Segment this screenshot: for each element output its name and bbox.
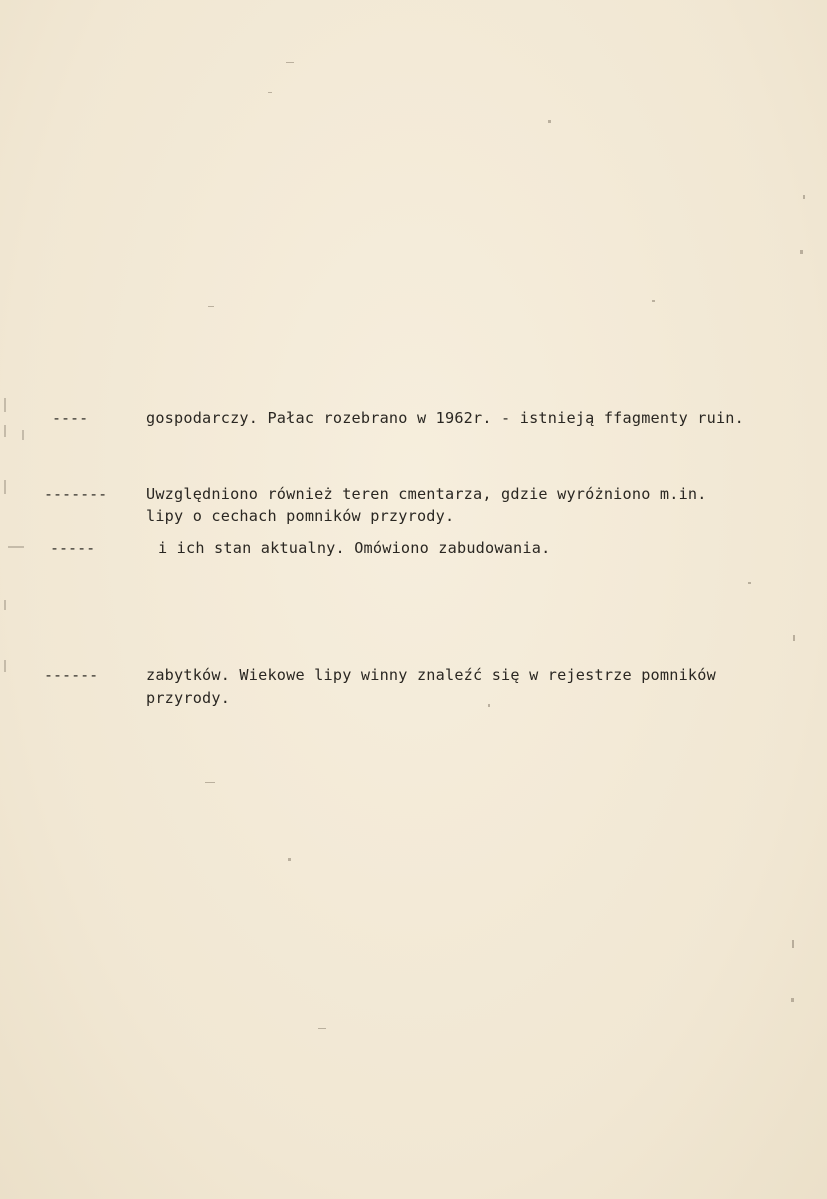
paper-speck	[803, 195, 805, 199]
paper-speck	[286, 62, 294, 63]
paper-speck	[793, 635, 795, 641]
paper-speck	[205, 782, 215, 783]
paper-speck	[548, 120, 551, 123]
text-line: Uwzględniono również teren cmentarza, gdzie wyróżniono m.in.	[146, 485, 707, 503]
paper-speck	[791, 998, 794, 1002]
paper-speck	[652, 300, 655, 302]
margin-tick	[4, 480, 6, 494]
paper-speck	[268, 92, 272, 93]
text-line: przyrody.	[146, 689, 231, 707]
margin-tick	[4, 425, 6, 437]
text-line: zabytków. Wiekowe lipy winny znaleźć się w rejestrze pomników	[146, 666, 716, 684]
paper-speck	[800, 250, 803, 254]
paper-speck	[318, 1028, 326, 1029]
dash-marker: ----	[52, 409, 89, 427]
paper-speck	[748, 582, 751, 584]
margin-tick	[8, 546, 24, 548]
dash-marker: ------	[44, 666, 99, 684]
margin-tick	[4, 660, 6, 672]
margin-tick	[4, 398, 6, 412]
margin-tick	[22, 430, 24, 440]
paper-speck	[208, 306, 214, 307]
paper-speck	[488, 704, 490, 707]
text-line: i ich stan aktualny. Omówiono zabudowania.	[158, 539, 551, 557]
margin-tick	[4, 600, 6, 610]
text-line: gospodarczy. Pałac rozebrano w 1962r. - istnieją ffagmenty ruin.	[146, 409, 744, 427]
text-line: lipy o cechach pomników przyrody.	[146, 507, 455, 525]
dash-marker: -----	[50, 539, 96, 557]
paper-speck	[288, 858, 291, 861]
paper-speck	[792, 940, 794, 948]
dash-marker: -------	[44, 485, 108, 503]
